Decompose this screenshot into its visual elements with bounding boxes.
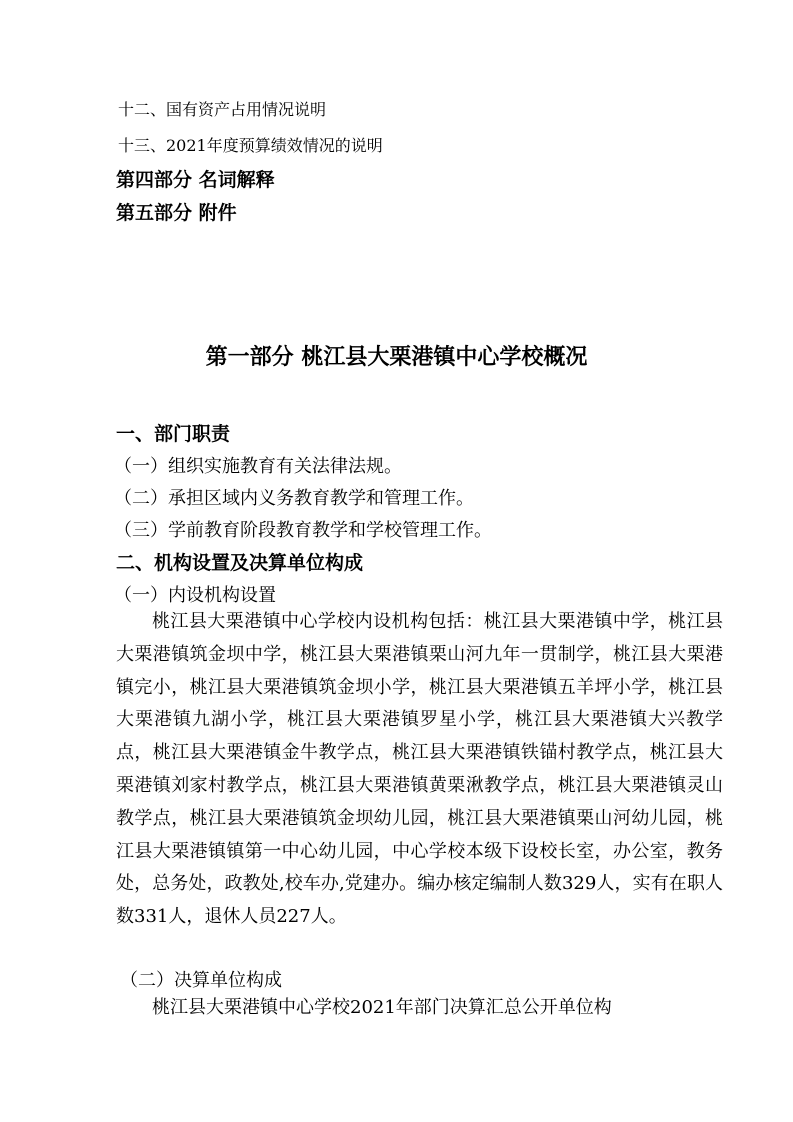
org-structure-paragraph: 桃江县大栗港镇中心学校内设机构包括：桃江县大栗港镇中学，桃江县大栗港镇筑金坝中学，桃江县大栗港镇栗山河九年一贯制学，桃江县大栗港镇完小，桃江县大栗港镇筑金坝小学，桃江县大栗港镇五羊坪小学，桃江县大栗港镇九湖小学，桃江县大栗港镇罗星小学，桃江县大栗港镇大兴教学点，桃江县大栗港镇金牛教学点，桃江县大栗港镇铁锚村教学点，桃江县大栗港镇刘家村教学点，桃江县大栗港镇黄栗湫教学点，桃江县大栗港镇灵山教学点，桃江县大栗港镇筑金坝幼儿园，桃江县大栗港镇栗山河幼儿园，桃江县大栗港镇镇第一中心幼儿园，中心学校本级下设校长室，办公室，教务处，总务处，政教处,校车办,党建办。编办核定编制人数329人，实有在职人数331人，退休人员227人。 — [116, 611, 723, 928]
duty-item-3: （三）学前教育阶段教育教学和学校管理工作。 — [114, 520, 492, 541]
duty-item-2: （二）承担区域内义务教育教学和管理工作。 — [114, 488, 474, 509]
toc-part-4: 第四部分 名词解释 — [116, 169, 275, 191]
section2-heading: 二、机构设置及决算单位构成 — [116, 552, 364, 574]
toc-item-13: 十三、2021年度预算绩效情况的说明 — [118, 136, 383, 155]
budget-unit-paragraph: 桃江县大栗港镇中心学校2021年部门决算汇总公开单位构 — [152, 997, 612, 1018]
duty-item-1: （一）组织实施教育有关法律法规。 — [114, 456, 402, 477]
sub1-heading: （一）内设机构设置 — [114, 585, 276, 606]
toc-part-5: 第五部分 附件 — [116, 202, 237, 224]
part1-title: 第一部分 桃江县大栗港镇中心学校概况 — [205, 345, 588, 370]
sub2-heading: （二）决算单位构成 — [120, 970, 282, 991]
toc-item-12: 十二、国有资产占用情况说明 — [118, 100, 327, 119]
section1-heading: 一、部门职责 — [116, 423, 231, 445]
